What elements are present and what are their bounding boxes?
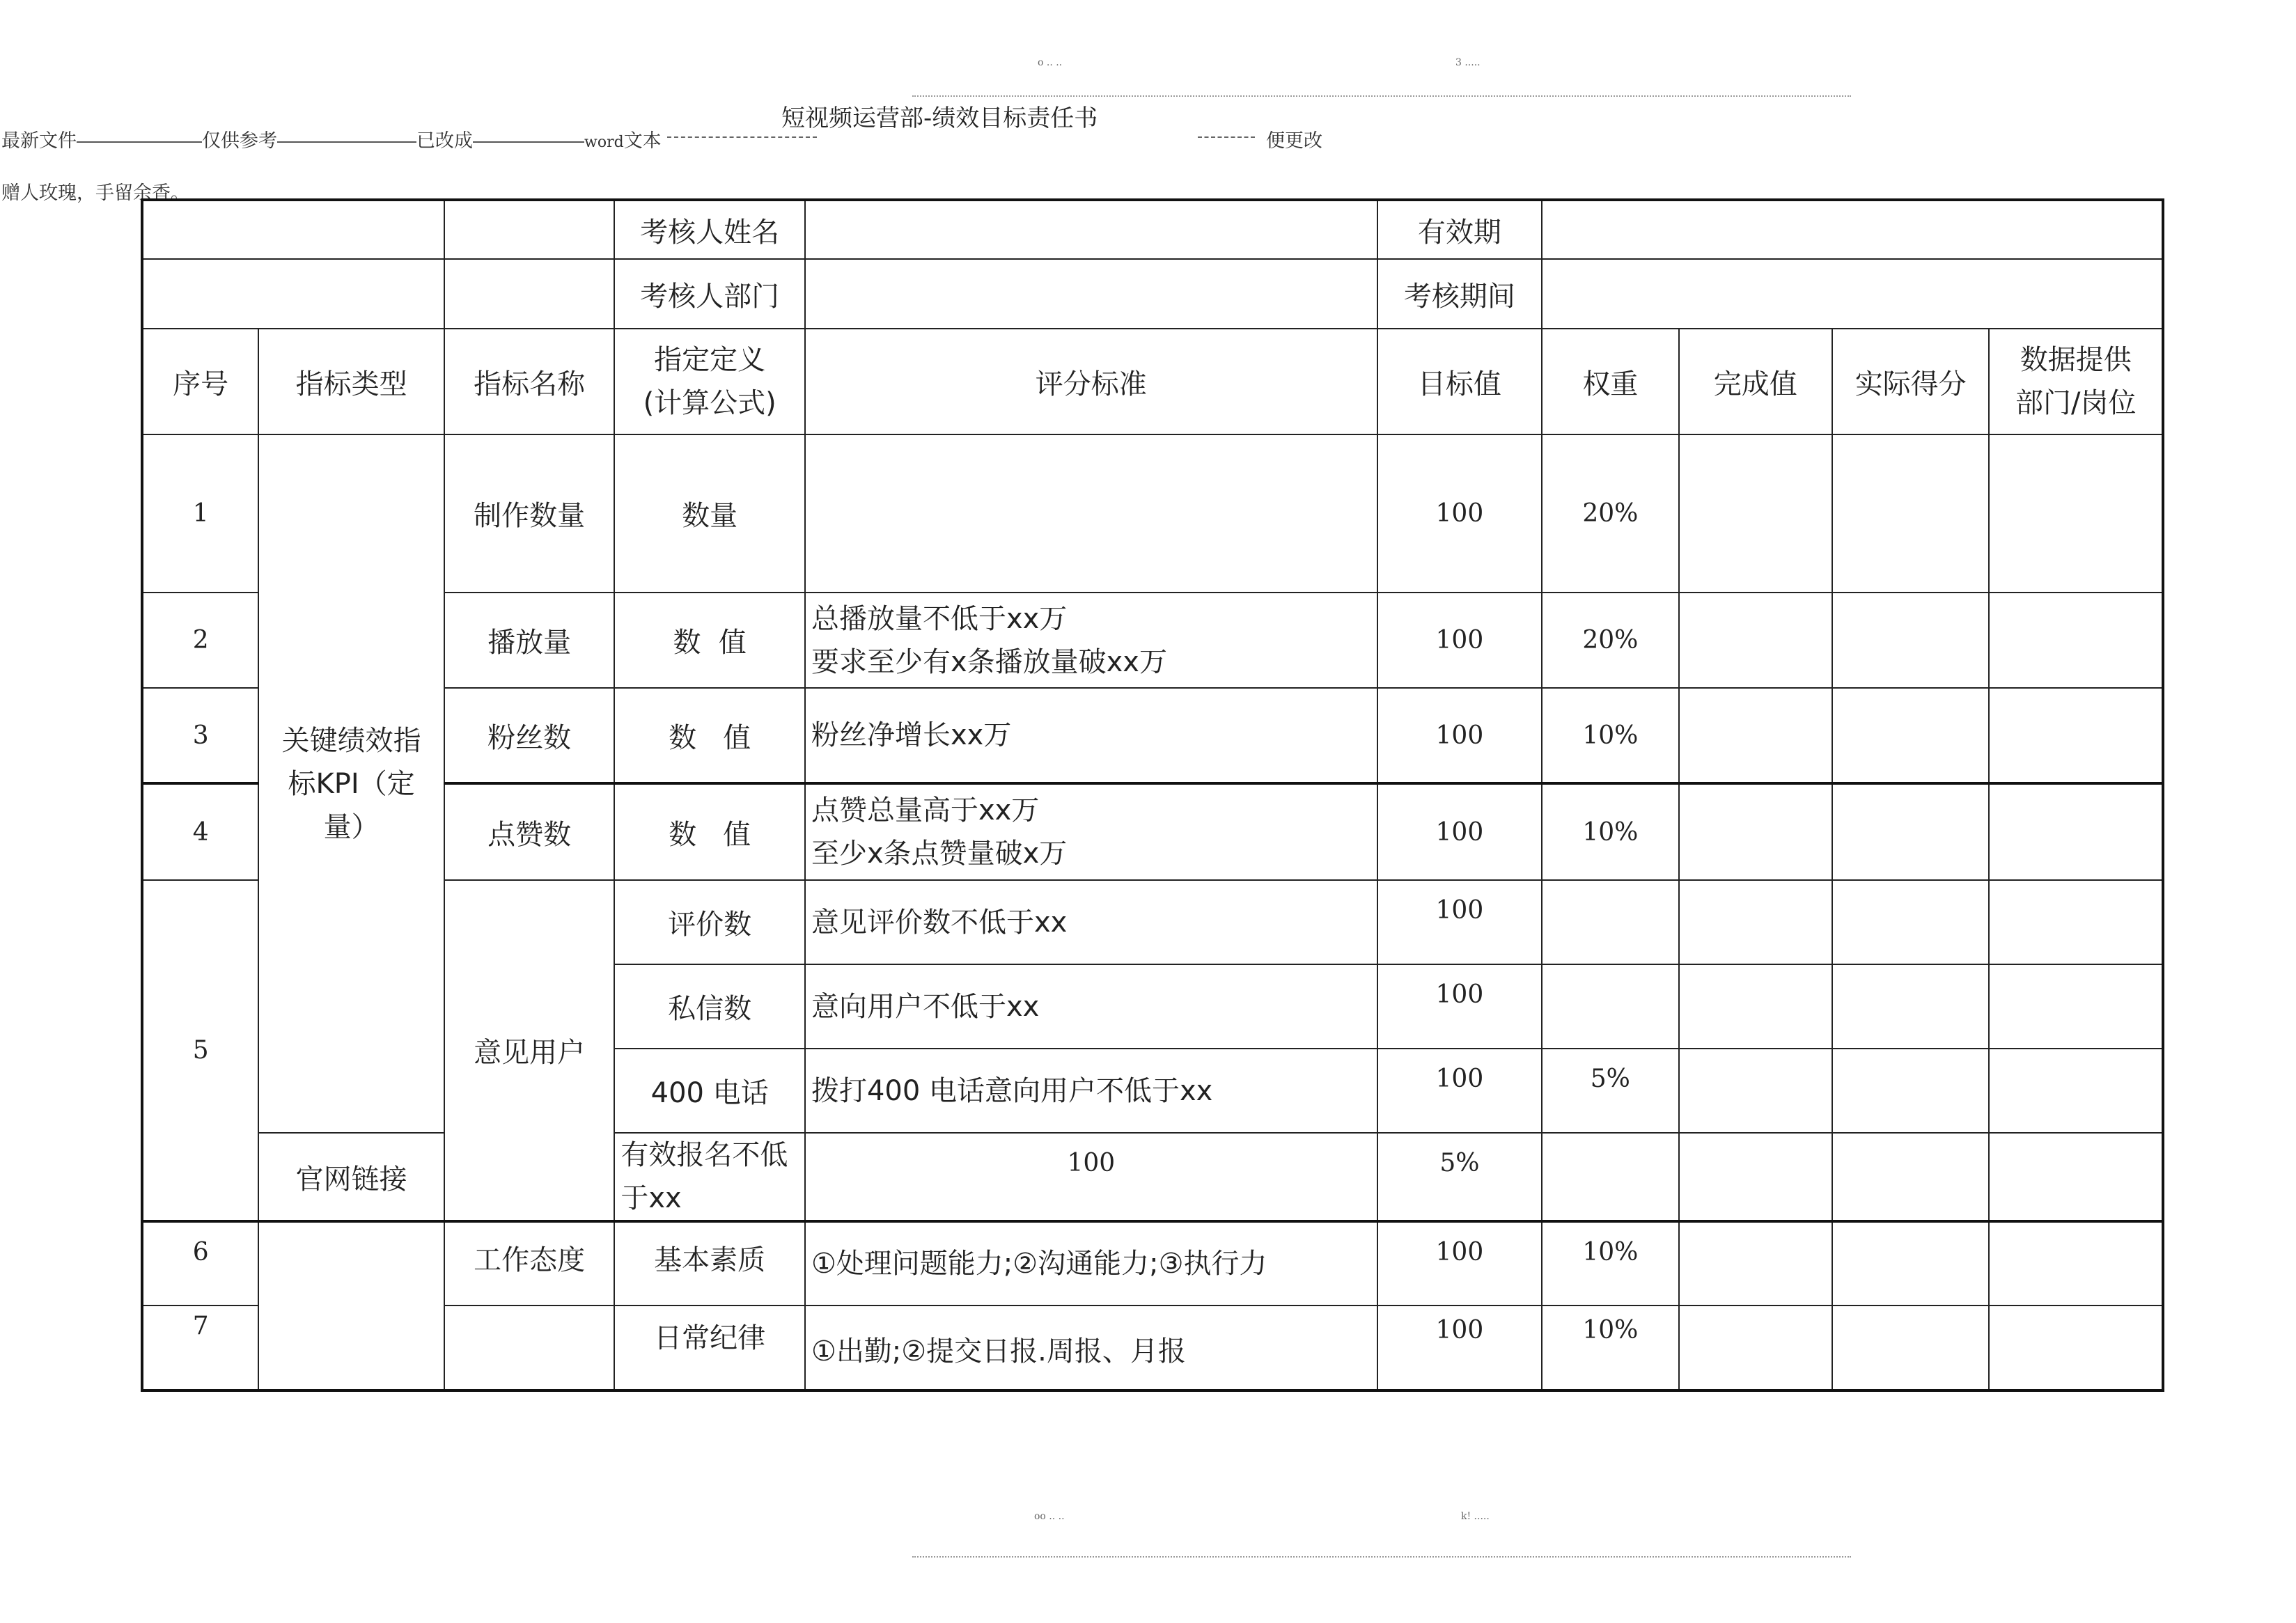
kpi-type-cell-empty xyxy=(258,1221,444,1390)
metric-name-cell: 点赞数 xyxy=(444,783,615,880)
page-mark-top-left: o .. .. xyxy=(1038,57,1063,68)
watermark-item: 已改成 xyxy=(416,130,473,152)
definition-cell: 数 值 xyxy=(614,593,805,688)
definition-cell: 400 电话 xyxy=(614,1049,805,1133)
info-cell xyxy=(444,259,615,329)
score-cell[interactable] xyxy=(1832,783,1989,880)
score-cell[interactable] xyxy=(1832,880,1989,964)
header-target: 目标值 xyxy=(1377,329,1542,434)
criteria-line: ①出勤;②提交日报.周报、月报 xyxy=(811,1335,1186,1367)
header-criteria: 评分标准 xyxy=(805,329,1377,434)
criteria-cell[interactable] xyxy=(805,1221,1377,1306)
target-cell: 100 xyxy=(1377,434,1542,593)
actual-cell[interactable] xyxy=(1679,1306,1832,1390)
criteria-cell[interactable] xyxy=(805,880,1377,964)
criteria-cell[interactable] xyxy=(614,1133,805,1221)
actual-cell[interactable] xyxy=(1679,964,1832,1049)
target-cell: 100 xyxy=(1377,783,1542,880)
score-cell[interactable] xyxy=(1832,688,1989,783)
weight-cell: 10% xyxy=(1542,688,1678,783)
criteria-cell[interactable] xyxy=(805,1049,1377,1133)
score-cell[interactable] xyxy=(1832,434,1989,593)
page-mark-bottom-left: oo .. .. xyxy=(1034,1511,1065,1522)
weight-cell: 10% xyxy=(1542,1306,1678,1390)
target-cell: 100 xyxy=(1377,593,1542,688)
page-title: 短视频运营部-绩效目标责任书 xyxy=(781,104,1098,132)
actual-cell[interactable] xyxy=(1679,593,1832,688)
table-row xyxy=(142,783,2163,880)
info-cell xyxy=(142,259,444,329)
weight-cell: 10% xyxy=(1542,783,1678,880)
provider-cell[interactable] xyxy=(1989,964,2163,1049)
target-cell: 100 xyxy=(1377,880,1542,964)
seq-cell: 7 xyxy=(142,1306,258,1390)
header-definition-l2: (计算公式) xyxy=(643,387,776,419)
actual-cell[interactable] xyxy=(1679,783,1832,880)
watermark-dash xyxy=(667,136,817,138)
header-actual: 完成值 xyxy=(1679,329,1832,434)
header-provider-l2: 部门/岗位 xyxy=(2015,387,2137,419)
definition-cell: 数 值 xyxy=(614,688,805,783)
target-cell: 100 xyxy=(1377,1306,1542,1390)
actual-cell[interactable] xyxy=(1679,688,1832,783)
kpi-type-line: 关键绩效指 xyxy=(281,724,421,757)
criteria-line: 至少x条点赞量破x万 xyxy=(811,838,1068,870)
criteria-line: 意见评价数不低于xx xyxy=(811,906,1068,939)
seq-cell: 6 xyxy=(142,1221,258,1306)
watermark-item: 便更改 xyxy=(1266,130,1322,152)
definition-cell: 私信数 xyxy=(614,964,805,1049)
criteria-cell[interactable] xyxy=(805,593,1377,688)
watermark-item: 仅供参考 xyxy=(202,130,277,152)
header-name: 指标名称 xyxy=(444,329,615,434)
table-row xyxy=(142,593,2163,688)
target-cell: 100 xyxy=(1377,1049,1542,1133)
actual-cell[interactable] xyxy=(1679,880,1832,964)
metric-name-cell: 工作态度 xyxy=(444,1221,615,1306)
period-label: 考核期间 xyxy=(1377,259,1542,329)
criteria-cell[interactable] xyxy=(805,964,1377,1049)
table-row xyxy=(142,1306,2163,1390)
seq-cell: 1 xyxy=(142,434,258,593)
criteria-cell[interactable] xyxy=(805,688,1377,783)
definition-cell: 官网链接 xyxy=(258,1133,444,1221)
valid-label: 有效期 xyxy=(1377,200,1542,259)
watermark-line-2: 赠人玫瑰，手留余香。 xyxy=(1,182,189,204)
target-cell: 100 xyxy=(1377,688,1542,783)
metric-name-cell: 制作数量 xyxy=(444,434,615,593)
info-row-dept xyxy=(142,259,2163,329)
actual-cell[interactable] xyxy=(1679,1049,1832,1133)
period-value[interactable] xyxy=(1542,259,2163,329)
watermark-dash xyxy=(1198,136,1255,138)
provider-cell[interactable] xyxy=(1989,1306,2163,1390)
criteria-line: 总播放量不低于xx万 xyxy=(811,602,1068,635)
metric-name-cell: 粉丝数 xyxy=(444,688,615,783)
name-value[interactable] xyxy=(805,200,1377,259)
provider-cell[interactable] xyxy=(1989,1221,2163,1306)
provider-cell[interactable] xyxy=(1989,783,2163,880)
watermark-item: wo xyxy=(584,134,607,151)
metric-name-cell: 意见用户 xyxy=(444,880,615,1221)
score-cell[interactable] xyxy=(1832,964,1989,1049)
provider-cell[interactable] xyxy=(1832,1133,1989,1221)
weight-cell: 10% xyxy=(1542,1221,1678,1306)
page-mark-top-right: 3 ..... xyxy=(1455,57,1481,68)
kpi-type-line: 量） xyxy=(323,810,380,843)
actual-cell[interactable] xyxy=(1542,1133,1678,1221)
criteria-cell[interactable] xyxy=(805,434,1377,593)
definition-cell: 数量 xyxy=(614,434,805,593)
definition-cell: 评价数 xyxy=(614,880,805,964)
page-mark-bottom-right: k! ..... xyxy=(1461,1511,1490,1522)
provider-cell[interactable] xyxy=(1989,593,2163,688)
watermark-item: 最新文件 xyxy=(1,130,77,152)
header-provider-l1: 数据提供 xyxy=(2020,344,2132,376)
seq-cell: 5 xyxy=(142,880,258,1221)
table-row xyxy=(142,688,2163,783)
definition-cell: 数 值 xyxy=(614,783,805,880)
criteria-line: 有效报名不低于xx xyxy=(620,1139,788,1214)
criteria-line: 粉丝净增长xx万 xyxy=(811,719,1012,751)
criteria-line: 点赞总量高于xx万 xyxy=(811,794,1040,826)
table-row xyxy=(142,880,2163,964)
header-score: 实际得分 xyxy=(1832,329,1989,434)
score-cell[interactable] xyxy=(1832,1221,1989,1306)
seq-cell: 2 xyxy=(142,593,258,688)
watermark-dash xyxy=(277,141,416,143)
dept-label: 考核人部门 xyxy=(614,259,805,329)
name-label: 考核人姓名 xyxy=(614,200,805,259)
weight-cell: 20% xyxy=(1542,593,1678,688)
header-provider xyxy=(1989,329,2163,434)
weight-cell: 5% xyxy=(1542,1049,1678,1133)
score-cell[interactable] xyxy=(1832,1306,1989,1390)
watermark-dash xyxy=(77,141,202,143)
header-weight: 权重 xyxy=(1542,329,1678,434)
actual-cell[interactable] xyxy=(1679,434,1832,593)
actual-cell[interactable] xyxy=(1679,1221,1832,1306)
footer-dotted-rule xyxy=(912,1556,1851,1558)
kpi-type-line: 标KPI（定 xyxy=(288,767,415,800)
criteria-line: 要求至少有x条播放量破xx万 xyxy=(811,645,1167,678)
header-row xyxy=(142,329,2163,434)
table-row xyxy=(142,1221,2163,1306)
header-type: 指标类型 xyxy=(258,329,444,434)
header-seq: 序号 xyxy=(142,329,258,434)
weight-cell: 20% xyxy=(1542,434,1678,593)
watermark-item: 文本 xyxy=(623,130,662,152)
target-cell: 100 xyxy=(1377,1221,1542,1306)
table-row xyxy=(142,434,2163,593)
seq-cell: 4 xyxy=(142,783,258,880)
weight-cell: 5% xyxy=(1377,1133,1542,1221)
provider-cell[interactable] xyxy=(1989,688,2163,783)
score-cell[interactable] xyxy=(1832,1049,1989,1133)
criteria-line: 意向用户不低于xx xyxy=(811,990,1040,1023)
weight-cell xyxy=(1542,880,1678,964)
criteria-line: 拨打400 电话意向用户不低于xx xyxy=(811,1074,1213,1107)
metric-name-cell: 播放量 xyxy=(444,593,615,688)
watermark-item: rd xyxy=(607,134,624,151)
watermark-dash xyxy=(473,141,584,143)
criteria-cell[interactable] xyxy=(805,783,1377,880)
kpi-type-cell xyxy=(258,434,444,1133)
score-cell[interactable] xyxy=(1679,1133,1832,1221)
metric-name-cell xyxy=(444,1306,615,1390)
header-dotted-rule xyxy=(912,95,1851,97)
target-cell: 100 xyxy=(805,1133,1377,1221)
definition-cell: 基本素质 xyxy=(614,1221,805,1306)
kpi-table xyxy=(141,198,2164,1392)
target-cell: 100 xyxy=(1377,964,1542,1049)
info-cell xyxy=(444,200,615,259)
info-row-name xyxy=(142,200,2163,259)
definition-cell: 日常纪律 xyxy=(614,1306,805,1390)
score-cell[interactable] xyxy=(1832,593,1989,688)
header-definition-l1: 指定定义 xyxy=(654,344,766,376)
watermark-line xyxy=(1,125,662,152)
valid-value[interactable] xyxy=(1542,200,2163,259)
dept-value[interactable] xyxy=(805,259,1377,329)
seq-cell: 3 xyxy=(142,688,258,783)
criteria-cell[interactable] xyxy=(805,1306,1377,1390)
provider-cell[interactable] xyxy=(1989,434,2163,593)
header-definition xyxy=(614,329,805,434)
criteria-line: ①处理问题能力;②沟通能力;③执行力 xyxy=(811,1248,1267,1280)
provider-cell[interactable] xyxy=(1989,880,2163,964)
info-cell xyxy=(142,200,444,259)
provider-cell[interactable] xyxy=(1989,1049,2163,1133)
weight-cell xyxy=(1542,964,1678,1049)
